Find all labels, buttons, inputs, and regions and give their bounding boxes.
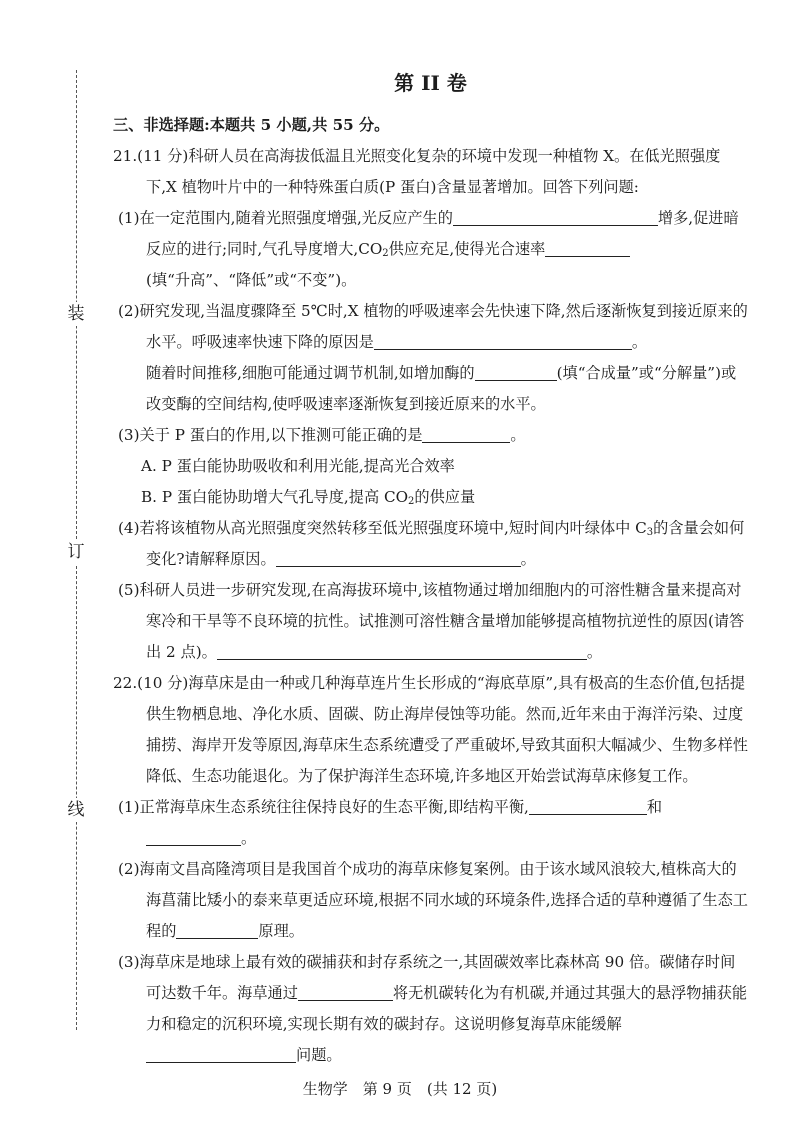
answer-blank[interactable]: [176, 923, 258, 939]
answer-blank[interactable]: [422, 427, 510, 443]
option-a: A. P 蛋白能协助吸收和利用光能,提高光合效率: [141, 457, 455, 475]
question-21-part-2: (2)研究发现,当温度骤降至 5℃时,X 植物的呼吸速率会先快速下降,然后逐渐恢复到接近原来的水平。呼吸速率快速下降的原因是 。 随着时间推移,细胞可能通过调节机制,如增加酶的 (填“合成量”或“分解量”)或改变酶的空间结构,使呼吸速率逐渐恢复到接近原来的水平。: [118, 302, 748, 413]
answer-blank[interactable]: [146, 1047, 296, 1063]
answer-blank[interactable]: [475, 365, 557, 381]
binding-char-xian: 线: [64, 798, 88, 822]
question-22-part-3: (3)海草床是地球上最有效的碳捕获和封存系统之一,其固碳效率比森林高 90 倍。碳储存时间可达数千年。海草通过 将无机碳转化为有机碳,并通过其强大的悬浮物捕获能力和稳定的沉积环境,实现长期有效的碳封存。这说明修复海草床能缓解问题。: [118, 953, 748, 1064]
exam-content: [113, 60, 748, 1071]
question-22-part-2: (2)海南文昌高隆湾项目是我国首个成功的海草床修复案例。由于该水域风浪较大,植株高大的海菖蒲比矮小的泰来草更适应环境,根据不同水域的环境条件,选择合适的草种遵循了生态工程的 原理。: [118, 860, 748, 940]
option-b: B. P 蛋白能协助增大气孔导度,提高 $CO_2$的供应量: [141, 488, 476, 507]
binding-char-ding: 订: [64, 540, 88, 564]
page-title: 第 II 卷: [394, 71, 467, 95]
answer-blank[interactable]: [545, 241, 630, 257]
question-21-part-3: (3)关于 P 蛋白的作用,以下推测可能正确的是 。: [118, 426, 526, 444]
binding-char-zhuang: 装: [64, 302, 88, 326]
answer-blank[interactable]: [146, 830, 241, 846]
question-21-part-1: (1)在一定范围内,随着光照强度增强,光反应产生的 增多,促进暗反应的进行;同时,气孔导度增大$,CO_2$供应充足,使得光合速率 (填“升高”、“降低”或“不变”)。: [118, 209, 739, 289]
answer-blank[interactable]: [374, 334, 632, 350]
answer-blank[interactable]: [529, 799, 647, 815]
page-footer: 生物学 第 9 页 (共 12 页): [302, 1080, 498, 1098]
answer-blank[interactable]: [217, 644, 587, 660]
answer-blank[interactable]: [276, 551, 521, 567]
answer-blank[interactable]: [453, 210, 658, 226]
question-21-intro: 21.(11 分)科研人员在高海拔低温且光照变化复杂的环境中发现一种植物 X。在低光照强度下,X 植物叶片中的一种特殊蛋白质(P 蛋白)含量显著增加。回答下列问题:: [113, 147, 721, 196]
question-22-intro: 22.(10 分)海草床是由一种或几种海草连片生长形成的“海底草原”,具有极高的生态价值,包括提供生物栖息地、净化水质、固碳、防止海岸侵蚀等功能。然而,近年来由于海洋污染、过度捕捞、海岸开发等原因,海草床生态系统遭受了严重破坏,导致其面积大幅减少、生物多样性降低、生态功能退化。为了保护海洋生态环境,许多地区开始尝试海草床修复工作。: [113, 674, 748, 785]
answer-blank[interactable]: [298, 985, 393, 1001]
question-21-part-5: (5)科研人员进一步研究发现,在高海拔环境中,该植物通过增加细胞内的可溶性糖含量来提高对寒冷和干旱等不良环境的抗性。试推测可溶性糖含量增加能够提高植物抗逆性的原因(请答出 2 点)。 。: [118, 581, 745, 661]
question-21-part-4: (4)若将该植物从高光照强度突然转移至低光照强度环境中,短时间内叶绿体中 $C_3$的含量会如何变化?请解释原因。 。: [118, 519, 745, 568]
section-heading: 三、非选择题:本题共 5 小题,共 55 分。: [113, 116, 390, 134]
question-22-part-1: (1)正常海草床生态系统往往保持良好的生态平衡,即结构平衡, 和 。: [118, 798, 663, 847]
